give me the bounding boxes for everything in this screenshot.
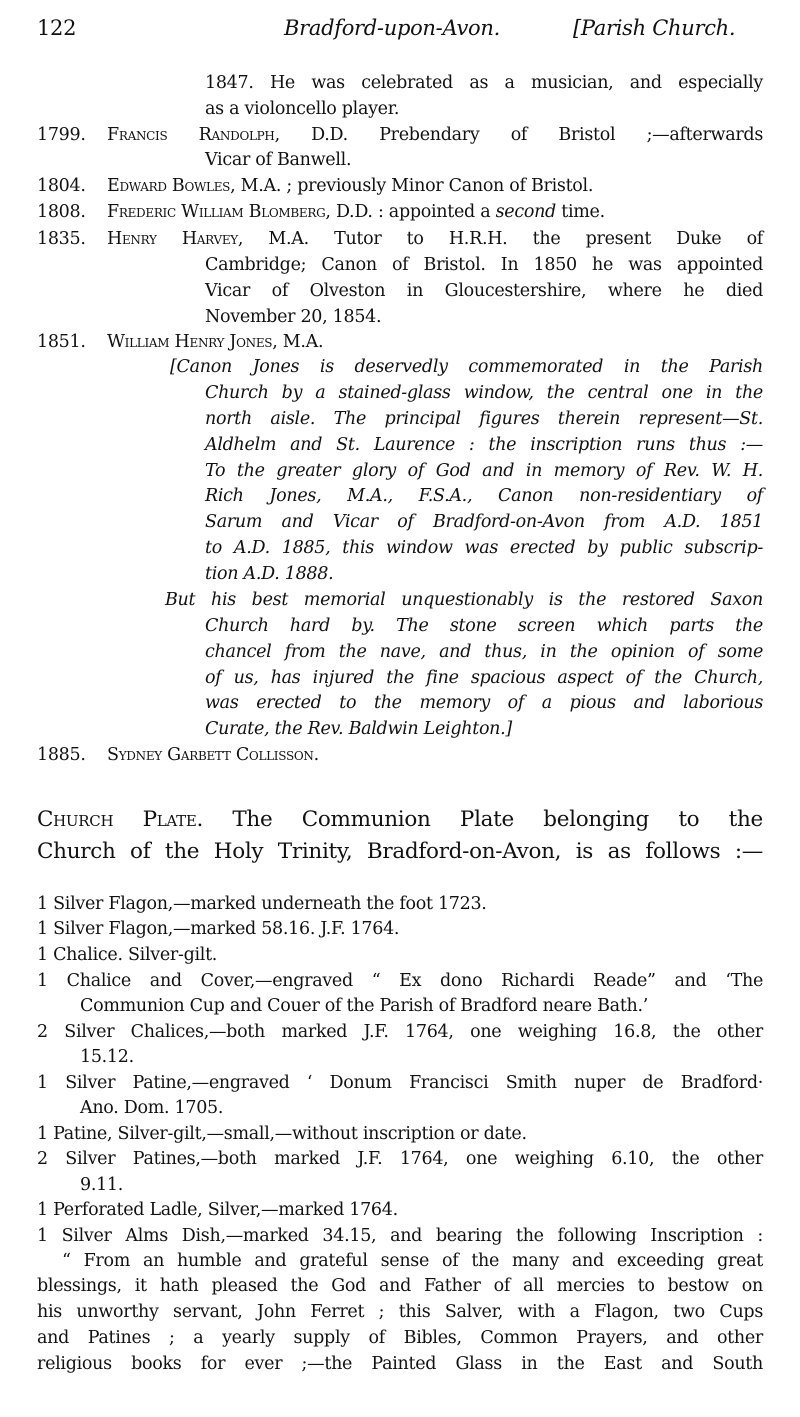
text-line: 15.12. <box>80 1047 134 1067</box>
text-line: 1847. He was celebrated as a musician, and especially <box>205 73 763 93</box>
text-line: Church of the Holy Trinity, Bradford-on-Avon, is as follows :— <box>37 839 763 864</box>
text-line: was erected to the memory of a pious and laborious <box>205 693 763 713</box>
text-line: “ From an humble and grateful sense of the many and exceeding great <box>62 1251 763 1271</box>
entry-name: Edward Bowles <box>107 176 231 196</box>
plate-item: 1 Silver Flagon,—marked underneath the foot 1723. <box>37 894 487 914</box>
text-line: Rich Jones, M.A., F.S.A., Canon non-residentiary of <box>205 486 763 506</box>
text-line: Ano. Dom. 1705. <box>80 1098 224 1118</box>
text-line: Vicar of Banwell. <box>205 150 352 170</box>
plate-item: 1 Patine, Silver-gilt,—small,—without inscription or date. <box>37 1124 527 1144</box>
text-line: as a violoncello player. <box>205 99 400 119</box>
text-line: November 20, 1854. <box>205 307 382 327</box>
text-line: and Patines ; a yearly supply of Bibles, Common Prayers, and other <box>37 1328 763 1348</box>
text-line: Church hard by. The stone screen which parts the <box>205 616 763 636</box>
entry-year: 1808. <box>37 202 86 222</box>
entry-year: 1804. <box>37 176 86 196</box>
text-line: Communion Cup and Couer of the Parish of Bradford neare Bath.’ <box>80 996 649 1016</box>
plate-item: 1 Perforated Ladle, Silver,—marked 1764. <box>37 1200 398 1220</box>
page-number: 122 <box>37 16 77 40</box>
entry-year: 1835. <box>37 229 86 249</box>
plate-item: 1 Silver Patine,—engraved ‘ Donum Francisci Smith nuper de Bradford· <box>37 1073 763 1093</box>
text-line: religious books for ever ;—the Painted Glass in the East and South <box>37 1354 763 1374</box>
text-line: Aldhelm and St. Laurence : the inscription runs thus :— <box>205 435 763 455</box>
text-line: north aisle. The principal figures therein represent—St. <box>205 409 763 429</box>
text-line: Curate, the Rev. Baldwin Leighton.] <box>205 719 512 739</box>
section-intro-line: Church Plate. The Communion Plate belonging to the <box>37 807 763 832</box>
entry-year: 1885. <box>37 745 86 765</box>
entry-year: 1799. <box>37 125 86 145</box>
text-line: But his best memorial unquestionably is the restored Saxon <box>165 590 763 610</box>
entry-name: Henry Harvey <box>107 229 238 249</box>
plate-item: 1 Chalice. Silver-gilt. <box>37 945 218 965</box>
entry-name: William Henry Jones <box>107 332 273 352</box>
entry-name: Francis Randolph <box>107 125 275 145</box>
section-title: [Parish Church. <box>573 16 736 40</box>
plate-item: 2 Silver Chalices,—both marked J.F. 1764, one weighing 16.8, the other <box>37 1022 763 1042</box>
text-line: Cambridge; Canon of Bristol. In 1850 he was appointed <box>205 255 763 275</box>
plate-item: 1 Chalice and Cover,—engraved “ Ex dono Richardi Reade” and ‘The <box>37 971 763 991</box>
text-line: blessings, it hath pleased the God and Father of all mercies to bestow on <box>37 1276 763 1296</box>
text-line: tion A.D. 1888. <box>205 564 334 584</box>
text-line: Sarum and Vicar of Bradford-on-Avon from A.D. 1851 <box>205 512 763 532</box>
entry-year: 1851. <box>37 332 86 352</box>
text-line: To the greater glory of God and in memory of Rev. W. H. <box>205 461 763 481</box>
running-title: Bradford-upon-Avon. <box>284 16 500 40</box>
text-line: chancel from the nave, and thus, in the opinion of some <box>205 642 763 662</box>
text-line: his unworthy servant, John Ferret ; this Salver, with a Flagon, two Cups <box>37 1302 763 1322</box>
entry-name: Sydney Garbett Collisson <box>107 745 314 765</box>
text-line: 9.11. <box>80 1175 124 1195</box>
text-line: [Canon Jones is deservedly commemorated in the Parish <box>170 357 763 377</box>
section-heading: Church Plate. <box>37 807 204 832</box>
entry-line: Francis Randolph, D.D. Prebendary of Bristol ;—afterwards <box>107 125 763 145</box>
text-line: to A.D. 1885, this window was erected by public subscrip- <box>205 538 763 558</box>
plate-item: 2 Silver Patines,—both marked J.F. 1764, one weighing 6.10, the other <box>37 1149 763 1169</box>
text-line: of us, has injured the fine spacious aspect of the Church, <box>205 668 763 688</box>
plate-item: 1 Silver Flagon,—marked 58.16. J.F. 1764. <box>37 919 400 939</box>
entry-name: Frederic William Blomberg <box>107 202 326 222</box>
text-line: Vicar of Olveston in Gloucestershire, where he died <box>205 281 763 301</box>
text-line: Church by a stained-glass window, the central one in the <box>205 383 763 403</box>
plate-item: 1 Silver Alms Dish,—marked 34.15, and bearing the following Inscription : <box>37 1226 763 1246</box>
